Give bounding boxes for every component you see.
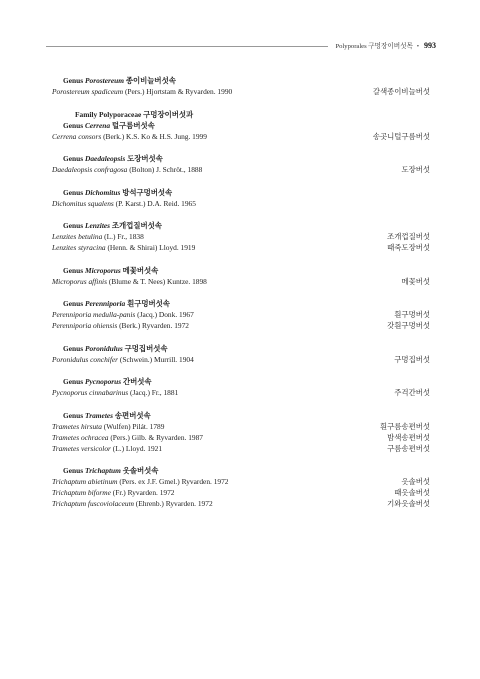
species-authority: (Ehrenb.) Ryvarden. 1972	[135, 499, 213, 508]
species-authority: (Blume & T. Nees) Kuntze. 1898	[108, 276, 207, 286]
taxon-group	[52, 343, 430, 365]
genus-heading	[52, 465, 430, 476]
species-authority: (Henn. & Shirai) Lloyd. 1919	[107, 243, 196, 252]
species-korean-name: 송곳니털구름버섯	[372, 131, 430, 141]
genus-label: Genus	[63, 466, 84, 475]
genus-label: Genus	[63, 221, 84, 230]
genus-name: Cerrena	[85, 120, 111, 130]
species-entry	[52, 498, 430, 509]
species-entry	[52, 164, 430, 175]
species-authority: (Fr.) Ryvarden. 1972	[112, 488, 175, 497]
species-scientific-name: Perenniporia ohiensis	[52, 321, 118, 330]
species-entry	[52, 231, 430, 242]
genus-korean-name: 구멍집버섯속	[124, 343, 168, 353]
species-korean-name: 조개껍질버섯	[387, 232, 430, 241]
species-authority: (Pers. ex J.F. Gmel.) Ryvarden. 1972	[119, 477, 229, 486]
species-entry	[52, 131, 430, 142]
genus-heading	[52, 410, 430, 421]
family-label: Family	[75, 109, 98, 119]
genus-label: Genus	[63, 76, 84, 85]
genus-korean-name: 종이비늘버섯속	[125, 76, 176, 85]
taxon-group	[52, 187, 430, 209]
species-korean-name: 구름송편버섯	[387, 443, 430, 453]
species-checklist	[52, 75, 430, 521]
page-number: 993	[424, 41, 436, 50]
species-scientific-name: Trichaptum fuscoviolaceum	[52, 499, 134, 508]
family-korean-name: 구멍장이버섯과	[143, 109, 194, 119]
genus-name: Pycnoporus	[85, 377, 122, 386]
species-korean-name: 때옷솔버섯	[394, 488, 430, 497]
genus-heading	[52, 376, 430, 387]
species-authority: (Wulfen) Pilát. 1789	[103, 421, 165, 431]
taxon-group	[52, 153, 430, 175]
species-entry	[52, 309, 430, 320]
genus-heading	[52, 220, 430, 231]
species-entry	[52, 432, 430, 443]
taxon-group	[52, 298, 430, 331]
family-name: Polyporaceae	[99, 109, 142, 119]
genus-name: Lenzites	[85, 221, 111, 230]
genus-korean-name: 조개껍질버섯속	[111, 221, 162, 230]
genus-name: Poronidulus	[85, 343, 123, 353]
genus-name: Perenniporia	[85, 299, 126, 308]
taxon-group	[52, 465, 430, 509]
genus-korean-name: 간버섯속	[123, 377, 152, 386]
running-title	[336, 40, 436, 53]
species-scientific-name: Trichaptum biforme	[52, 488, 111, 497]
species-korean-name: 때죽도장버섯	[387, 243, 430, 252]
species-scientific-name: Lenzites betulina	[52, 232, 103, 241]
species-scientific-name: Trametes hirsuta	[52, 421, 102, 431]
header-bullet: •	[416, 44, 419, 50]
species-entry	[52, 476, 430, 487]
genus-korean-name: 메꽃버섯속	[122, 265, 159, 275]
genus-name: Dichomitus	[85, 187, 121, 197]
taxon-group	[52, 265, 430, 287]
species-authority: (L.) Fr., 1838	[104, 232, 144, 241]
species-korean-name: 갓흰구멍버섯	[387, 321, 430, 330]
species-authority: (Jacq.) Donk. 1967	[137, 310, 194, 319]
species-korean-name: 갈색종이비늘버섯	[372, 87, 430, 96]
genus-name: Trametes	[85, 410, 114, 420]
species-scientific-name: Poronidulus conchifer	[52, 354, 119, 364]
species-scientific-name: Trichaptum abietinum	[52, 477, 118, 486]
species-authority: (Berk.) Ryvarden. 1972	[119, 321, 189, 330]
family-heading	[52, 109, 430, 120]
species-scientific-name: Trametes ochracea	[52, 432, 109, 442]
genus-heading	[52, 265, 430, 276]
species-authority: (L.) Lloyd. 1921	[112, 443, 163, 453]
species-entry	[52, 387, 430, 398]
genus-label: Genus	[63, 154, 84, 163]
running-title-text: Polyporales 구멍장이버섯목	[335, 43, 413, 50]
genus-label: Genus	[63, 377, 84, 386]
taxon-group	[52, 75, 430, 97]
species-scientific-name: Porostereum spadiceum	[52, 87, 124, 96]
species-authority: (Berk.) K.S. Ko & H.S. Jung. 1999	[103, 131, 207, 141]
species-entry	[52, 354, 430, 365]
genus-name: Daedaleopsis	[85, 154, 126, 163]
species-scientific-name: Lenzites styracina	[52, 243, 106, 252]
running-header	[46, 40, 436, 52]
genus-heading	[52, 187, 430, 198]
species-scientific-name: Pycnoporus cinnabarinus	[52, 388, 129, 397]
species-korean-name: 흰구멍버섯	[394, 310, 430, 319]
species-entry	[52, 242, 430, 253]
species-entry	[52, 198, 430, 209]
species-korean-name: 메꽃버섯	[401, 276, 430, 286]
species-authority: (Pers.) Hjortstam & Ryvarden. 1990	[124, 87, 233, 96]
species-korean-name: 밤색송편버섯	[387, 432, 430, 442]
genus-label: Genus	[63, 187, 84, 197]
genus-heading	[52, 75, 430, 86]
genus-heading	[52, 120, 430, 131]
genus-korean-name: 옷솔버섯속	[122, 466, 159, 475]
genus-label: Genus	[63, 265, 84, 275]
species-entry	[52, 320, 430, 331]
header-rule	[46, 46, 328, 47]
species-authority: (Bolton) J. Schröt., 1888	[129, 165, 203, 174]
genus-heading	[52, 153, 430, 164]
species-korean-name: 흰구름송편버섯	[380, 421, 430, 431]
taxon-group	[52, 109, 430, 142]
species-scientific-name: Daedaleopsis confragosa	[52, 165, 128, 174]
species-entry	[52, 443, 430, 454]
species-scientific-name: Perenniporia medulla-panis	[52, 310, 136, 319]
genus-korean-name: 도장버섯속	[127, 154, 163, 163]
species-authority: (Jacq.) Fr., 1881	[130, 388, 179, 397]
genus-korean-name: 방석구멍버섯속	[122, 187, 173, 197]
species-scientific-name: Trametes versicolor	[52, 443, 111, 453]
species-authority: (Pers.) Gilb. & Ryvarden. 1987	[110, 432, 204, 442]
species-scientific-name: Cerrena consors	[52, 131, 102, 141]
genus-name: Microporus	[85, 265, 121, 275]
genus-korean-name: 송편버섯속	[114, 410, 151, 420]
genus-korean-name: 흰구멍버섯속	[127, 299, 170, 308]
species-authority: (Schwein.) Murrill. 1904	[119, 354, 194, 364]
species-scientific-name: Microporus affinis	[52, 276, 107, 286]
taxon-group	[52, 220, 430, 253]
genus-name: Porostereum	[85, 76, 125, 85]
species-entry	[52, 421, 430, 432]
taxon-group	[52, 376, 430, 398]
genus-label: Genus	[63, 120, 84, 130]
species-korean-name: 도장버섯	[401, 165, 430, 174]
genus-label: Genus	[63, 343, 84, 353]
genus-heading	[52, 298, 430, 309]
species-korean-name: 구멍집버섯	[394, 354, 430, 364]
genus-heading	[52, 343, 430, 354]
genus-korean-name: 털구름버섯속	[111, 120, 155, 130]
species-korean-name: 주걱간버섯	[394, 388, 430, 397]
species-entry	[52, 276, 430, 287]
species-entry	[52, 487, 430, 498]
species-scientific-name: Dichomitus squalens	[52, 198, 114, 208]
species-entry	[52, 86, 430, 97]
genus-label: Genus	[63, 410, 84, 420]
species-authority: (P. Karst.) D.A. Reid. 1965	[115, 198, 196, 208]
taxon-group	[52, 410, 430, 454]
genus-label: Genus	[63, 299, 84, 308]
species-korean-name: 기와옷솔버섯	[387, 499, 430, 508]
species-korean-name: 옷솔버섯	[401, 477, 430, 486]
genus-name: Trichaptum	[85, 466, 121, 475]
